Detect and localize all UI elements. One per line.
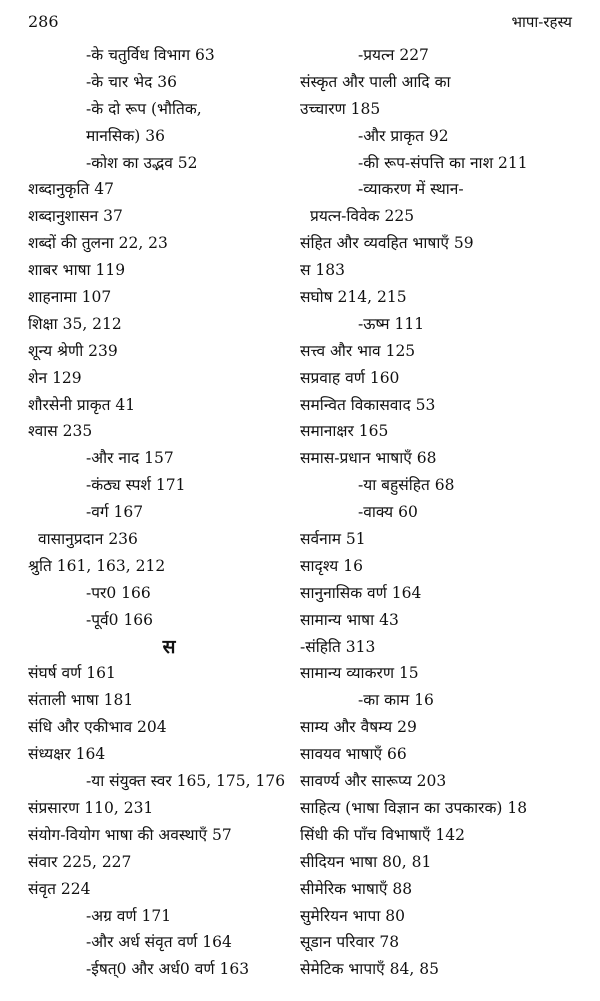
index-entry: सेमेटिक भापाएँ 84, 85: [300, 960, 439, 979]
index-entry: स 183: [300, 261, 345, 280]
index-entry: शब्दों की तुलना 22, 23: [28, 234, 168, 253]
index-entry: श्वास 235: [28, 422, 93, 441]
index-entry: संध्यक्षर 164: [28, 745, 106, 764]
index-entry: श्रुति 161, 163, 212: [28, 556, 166, 575]
index-entry: सूडान परिवार 78: [300, 933, 400, 952]
index-entry: संवृत 224: [28, 879, 91, 898]
section-letter-heading: स: [162, 635, 176, 658]
index-entry: -के चार भेद 36: [86, 72, 177, 91]
index-entry: -या बहुसंहित 68: [358, 476, 455, 495]
index-entry: संघर्ष वर्ण 161: [28, 664, 116, 683]
index-entry: सर्वनाम 51: [300, 530, 366, 549]
index-entry: सुमेरियन भापा 80: [300, 906, 406, 925]
index-entry: -वर्ग 167: [86, 503, 144, 522]
index-entry: -और अर्ध संवृत वर्ण 164: [86, 933, 232, 952]
index-entry: -ईषत्0 और अर्ध0 वर्ण 163: [86, 960, 250, 979]
index-entry: समानाक्षर 165: [300, 422, 389, 441]
index-entry: संप्रसारण 110, 231: [28, 798, 154, 817]
index-entry: -कंठ्य स्पर्श 171: [86, 476, 186, 495]
index-entry: -अग्र वर्ण 171: [86, 906, 172, 925]
index-entry: शिक्षा 35, 212: [28, 314, 122, 333]
index-entry: शाबर भाषा 119: [28, 261, 126, 280]
index-entry: सावयव भाषाएँ 66: [300, 745, 407, 764]
index-entry: साम्य और वैषम्य 29: [300, 718, 417, 737]
index-entry: सीमेरिक भाषाएँ 88: [300, 879, 413, 898]
index-entry: -और प्राकृत 92: [358, 126, 449, 145]
index-entry: -पर0 166: [86, 583, 151, 602]
index-entry: -कोश का उद्भव 52: [86, 153, 198, 172]
index-entry: मानसिक) 36: [86, 126, 165, 145]
index-entry: संधि और एकीभाव 204: [28, 718, 167, 737]
index-entry: संवार 225, 227: [28, 852, 132, 871]
index-entry: -संहिति 313: [300, 637, 376, 656]
index-entry: सघोष 214, 215: [300, 288, 407, 307]
index-entry: -के चतुर्विध विभाग 63: [86, 46, 215, 64]
page-number: 286: [28, 12, 59, 31]
index-entry: शेन 129: [28, 368, 82, 387]
index-entry: उच्चारण 185: [300, 99, 381, 118]
index-entry: सीदियन भाषा 80, 81: [300, 852, 432, 871]
index-entry: -के दो रूप (भौतिक,: [86, 99, 202, 118]
index-entry: सामान्य व्याकरण 15: [300, 664, 419, 683]
index-entry: -और नाद 157: [86, 449, 174, 468]
index-entry: समास-प्रधान भाषाएँ 68: [300, 449, 437, 468]
index-entry: संताली भाषा 181: [28, 691, 134, 710]
index-entry: सिंधी की पाँच विभाषाएँ 142: [300, 825, 466, 844]
index-entry: शाहनामा 107: [28, 288, 112, 307]
index-entry: -पूर्व0 166: [86, 610, 154, 629]
index-entry: सादृश्य 16: [300, 556, 363, 575]
index-entry: -या संयुक्त स्वर 165, 175, 176: [86, 772, 286, 791]
index-entry: शब्दानुशासन 37: [28, 207, 123, 226]
index-entry: संयोग-वियोग भाषा की अवस्थाएँ 57: [28, 825, 232, 844]
index-entry: संहित और व्यवहित भाषाएँ 59: [300, 234, 474, 253]
index-entry: साहित्य (भाषा विज्ञान का उपकारक) 18: [300, 798, 528, 817]
index-entry: शौरसेनी प्राकृत 41: [28, 395, 136, 414]
index-entry: सानुनासिक वर्ण 164: [300, 583, 422, 602]
index-entry: शून्य श्रेणी 239: [28, 341, 118, 360]
index-entry: सत्त्व और भाव 125: [300, 341, 416, 360]
index-entry: वासानुप्रदान 236: [38, 530, 138, 549]
index-entry: सावर्ण्य और सारूप्य 203: [300, 772, 447, 791]
index-column-left: [28, 42, 300, 983]
index-column-right: [300, 42, 590, 983]
index-entry: शब्दानुकृति 47: [28, 180, 114, 199]
index-entry: -प्रयत्न 227: [358, 46, 429, 64]
running-header-title: भापा-रहस्य: [511, 13, 572, 31]
index-entry: -की रूप-संपत्ति का नाश 211: [358, 153, 528, 172]
index-entry: समन्वित विकासवाद 53: [300, 395, 436, 414]
index-entry: सामान्य भाषा 43: [300, 610, 399, 629]
index-entry: संस्कृत और पाली आदि का: [300, 72, 451, 91]
index-entry: -ऊष्म 111: [358, 314, 425, 333]
index-entry: सप्रवाह वर्ण 160: [300, 368, 400, 387]
index-entry: -व्याकरण में स्थान-: [358, 180, 464, 199]
index-entry: प्रयत्न-विवेक 225: [310, 207, 415, 226]
index-entry: -का काम 16: [358, 691, 434, 710]
index-entry: -वाक्य 60: [358, 503, 418, 522]
